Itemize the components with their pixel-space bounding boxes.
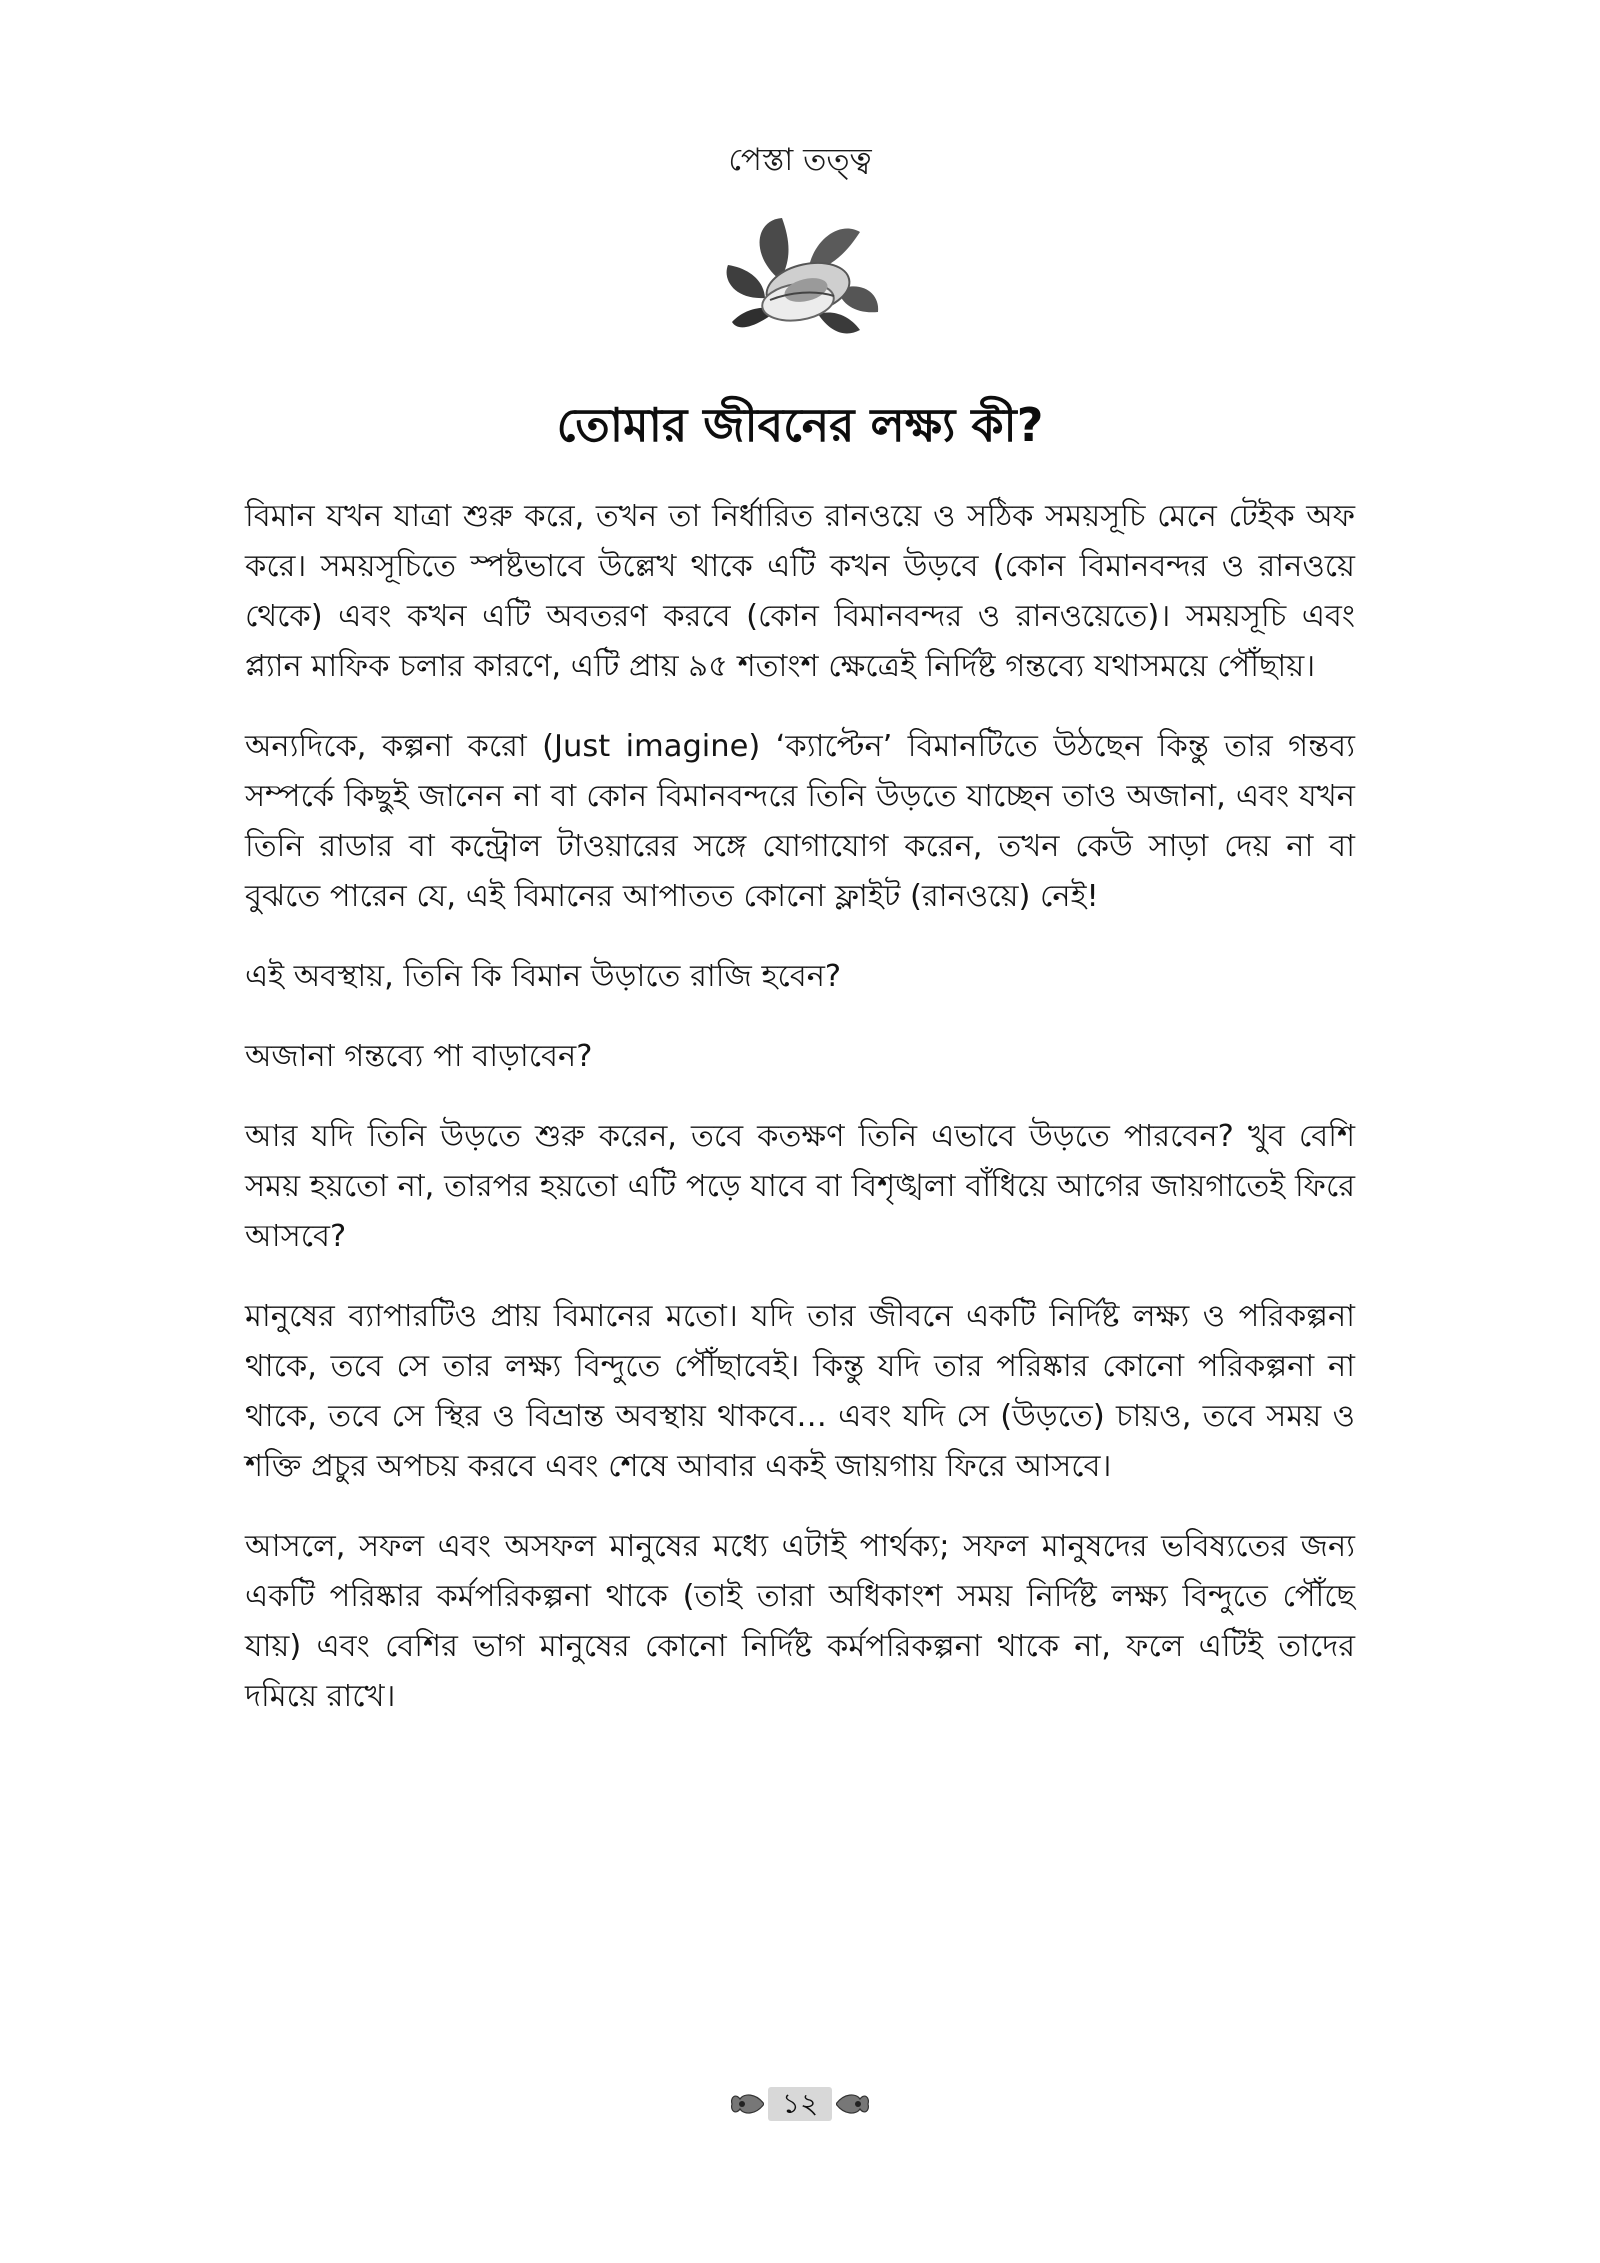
leaf-left — [727, 265, 765, 298]
paragraph: অজানা গন্তব্যে পা বাড়াবেন? — [245, 1039, 593, 1074]
paragraph: আর যদি তিনি উড়তে শুরু করেন, তবে কতক্ষণ তিনি এভাবে উড়তে পারবেন? খুব বেশি সময় হয়তো না, তারপর হয়তো এটি পড়ে যাবে বা বিশৃঙ্খলা বাঁধিয়ে আগের জায়গাতেই ফিরে আসবে? — [245, 1119, 1355, 1254]
pistachio-leaves-icon — [720, 210, 885, 340]
paragraph: এই অবস্থায়, তিনি কি বিমান উড়াতে রাজি হবেন? — [245, 959, 842, 994]
chapter-title: তোমার জীবনের লক্ষ্য কী? — [556, 398, 1044, 452]
floral-ornament-icon — [836, 2089, 870, 2119]
leaf-bottom-right — [818, 313, 860, 334]
page-number: ১২ — [781, 2087, 819, 2120]
running-head: পেস্তা তত্ত্ব — [728, 142, 872, 178]
paragraph: বিমান যখন যাত্রা শুরু করে, তখন তা নির্ধারিত রানওয়ে ও সঠিক সময়সূচি মেনে টেইক অফ করে। সময়সূচিতে স্পষ্টভাবে উল্লেখ থাকে এটি কখন উড়বে (কোন বিমানবন্দর ও রানওয়ে থেকে) এবং কখন এটি অবতরণ করবে (কোন বিমানবন্দর ও রানওয়েতে)। সময়সূচি এবং প্ল্যান মাফিক চলার কারণে, এটি প্রায় ৯৫ শতাংশ ক্ষেত্রেই নির্দিষ্ট গন্তব্যে যথাসময়ে পৌঁছায়। — [245, 499, 1355, 684]
page-number-footer — [730, 2085, 870, 2125]
body-text — [245, 492, 1355, 1752]
paragraph: মানুষের ব্যাপারটিও প্রায় বিমানের মতো। যদি তার জীবনে একটি নির্দিষ্ট লক্ষ্য ও পরিকল্পনা থাকে, তবে সে তার লক্ষ্য বিন্দুতে পৌঁছাবেই। কিন্তু যদি তার পরিষ্কার কোনো পরিকল্পনা না থাকে, তবে সে স্থির ও বিভ্রান্ত অবস্থায় থাকবে… এবং যদি সে (উড়তে) চায়ও, তবে সময় ও শক্তি প্রচুর অপচয় করবে এবং শেষে আবার একই জায়গায় ফিরে আসবে। — [245, 1299, 1355, 1484]
paragraph: আসলে, সফল এবং অসফল মানুষের মধ্যে এটাই পার্থক্য; সফল মানুষদের ভবিষ্যতের জন্য একটি পরিষ্কার কর্মপরিকল্পনা থাকে (তাই তারা অধিকাংশ সময় নির্দিষ্ট লক্ষ্য বিন্দুতে পৌঁছে যায়) এবং বেশির ভাগ মানুষের কোনো নির্দিষ্ট কর্মপরিকল্পনা থাকে না, ফলে এটিই তাদের দমিয়ে রাখে। — [245, 1529, 1355, 1714]
paragraph: অন্যদিকে, কল্পনা করো (Just imagine) ‘ক্যাপ্টেন’ বিমানটিতে উঠছেন কিন্তু তার গন্তব্য সম্পর্কে কিছুই জানেন না বা কোন বিমানবন্দরে তিনি উড়তে যাচ্ছেন তাও অজানা, এবং যখন তিনি রাডার বা কন্ট্রোল টাওয়ারের সঙ্গে যোগাযোগ করেন, তখন কেউ সাড়া দেয় না বা বুঝতে পারেন যে, এই বিমানের আপাতত কোনো ফ্লাইট (রানওয়ে) নেই! — [245, 729, 1355, 914]
floral-ornament-icon — [730, 2089, 764, 2119]
